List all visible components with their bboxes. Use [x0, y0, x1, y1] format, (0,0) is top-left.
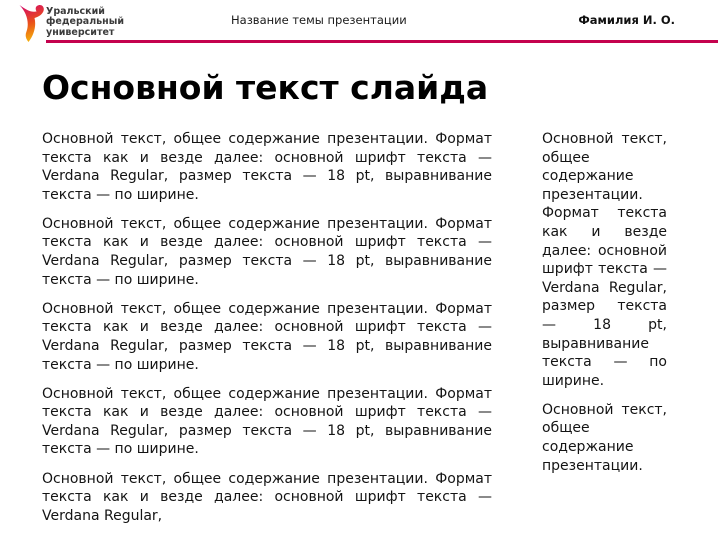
body-column-left	[42, 130, 492, 536]
body-paragraph: Основной текст, общее содержание презентации. Формат текста как и везде далее: основной шрифт текста — Verdana Regular,	[42, 470, 492, 524]
logo-line-3: университет	[46, 26, 115, 38]
body-paragraph: Основной текст, общее содержание презентации. Формат текста как и везде далее: основной шрифт текста — Verdana Regular, размер текста — 18 pt, выравнивание текста — по ширине.	[42, 131, 492, 203]
presentation-topic: Название темы презентации	[231, 13, 407, 27]
urfu-logo-text	[46, 7, 124, 38]
body-paragraph: Основной текст, общее содержание презентации.	[542, 401, 667, 474]
body-paragraph: Основной текст, общее содержание презентации. Формат текста как и везде далее: основной шрифт текста — Verdana Regular, размер текста — 18 pt, выравнивание текста — по ширине.	[42, 385, 492, 458]
body-paragraph: Основной текст, общее содержание презентации. Формат текста как и везде далее: основной шрифт текста — Verdana Regular, размер текста — 18 pt, выравнивание текста — по ширине.	[42, 215, 492, 288]
header-divider-line	[46, 40, 718, 43]
body-paragraph: Основной текст, общее содержание презентации. Формат текста как и везде далее: основной шрифт текста — Verdana Regular, размер текста — 18 pt, выравнивание текста — по ширине.	[542, 131, 667, 389]
logo-line-2: федеральный	[46, 16, 124, 28]
body-column-right	[542, 130, 667, 486]
body-paragraph: Основной текст, общее содержание презентации. Формат текста как и везде далее: основной шрифт текста — Verdana Regular, размер текста — 18 pt, выравнивание текста — по ширине.	[42, 300, 492, 373]
author-name: Фамилия И. О.	[578, 13, 675, 27]
logo-line-1: Уральский	[46, 6, 105, 17]
slide-title: Основной текст слайда	[42, 68, 489, 107]
urfu-logo-mark-icon	[18, 5, 45, 42]
